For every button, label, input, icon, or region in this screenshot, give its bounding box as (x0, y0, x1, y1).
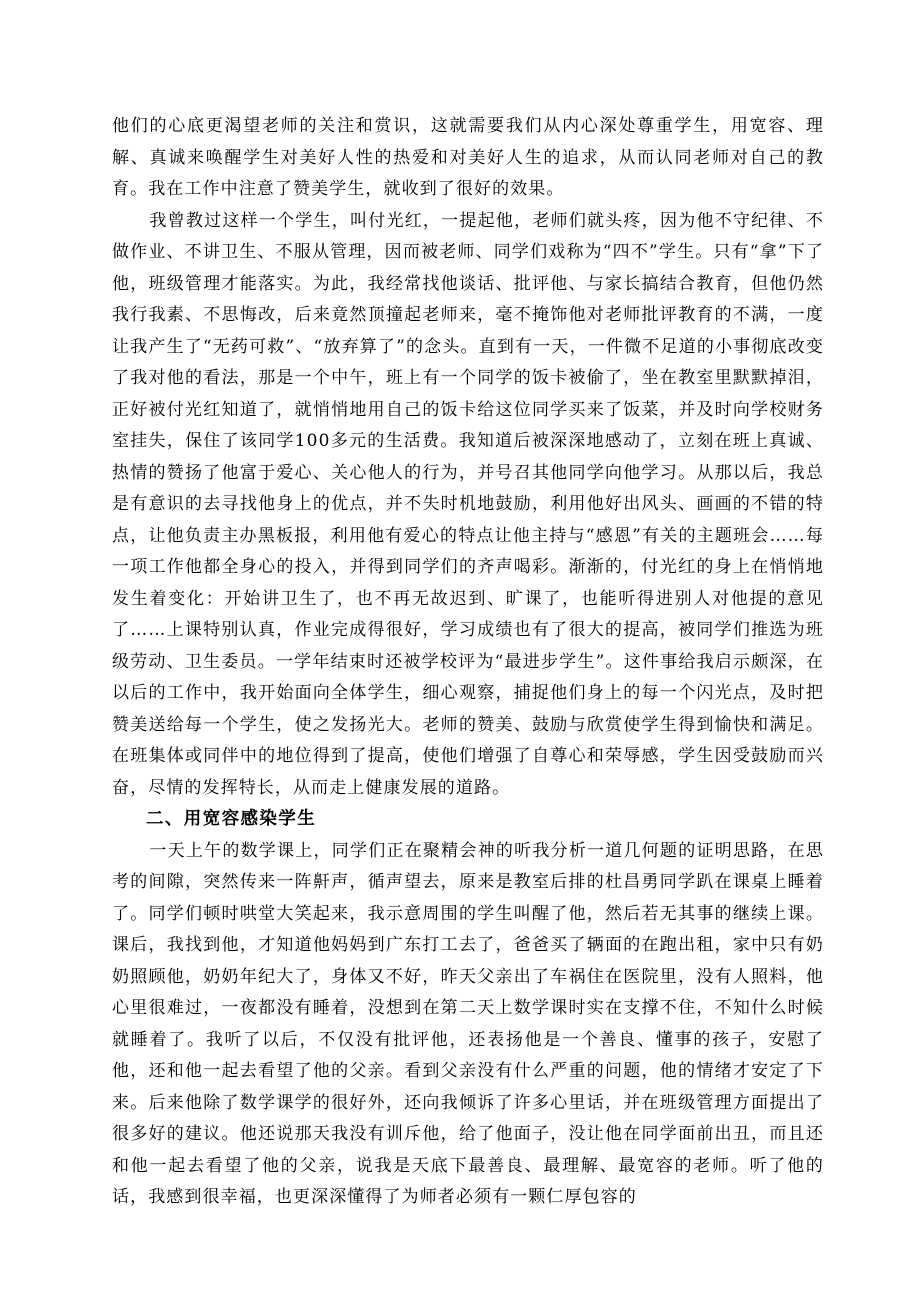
paragraph-math-class: 一天上午的数学课上，同学们正在聚精会神的听我分析一道几何题的证明思路，在思考的间隙，突然传来一阵鼾声，循声望去，原来是教室后排的杜昌勇同学趴在课桌上睡着了。同学们顿时哄堂大笑起来，我示意周围的学生叫醒了他，然后若无其事的继续上课。课后，我找到他，才知道他妈妈到广东打工去了，爸爸买了辆面的在跑出租，家中只有奶奶照顾他，奶奶年纪大了，身体又不好，昨天父亲出了车祸住在医院里，没有人照料，他心里很难过，一夜都没有睡着，没想到在第二天上数学课时实在支撑不住，不知什么时候就睡着了。我听了以后，不仅没有批评他，还表扬他是一个善良、懂事的孩子，安慰了他，还和他一起去看望了他的父亲。看到父亲没有什么严重的问题，他的情绪才安定了下来。后来他除了数学课学的很好外，还向我倾诉了许多心里话，并在班级管理方面提出了很多好的建议。他还说那天我没有训斥他，给了他面子，没让他在同学面前出丑，而且还和他一起去看望了他的父亲，说我是天底下最善良、最理解、最宽容的老师。听了他的话，我感到很幸福，也更深深懂得了为师者必须有一颗仁厚包容的 (112, 840, 824, 1207)
paragraph-continuation: 他们的心底更渴望老师的关注和赏识，这就需要我们从内心深处尊重学生，用宽容、理解、真诚来唤醒学生对美好人性的热爱和对美好人生的追求，从而认同老师对自己的教育。我在工作中注意了赞美学生，就收到了很好的效果。 (112, 116, 824, 199)
paragraph-student-story: 我曾教过这样一个学生，叫付光红，一提起他，老师们就头疼，因为他不守纪律、不做作业、不讲卫生、不服从管理，因而被老师、同学们戏称为“四不”学生。只有“拿”下了他，班级管理才能落实。为此，我经常找他谈话、批评他、与家长搞结合教育，但他仍然我行我素、不思悔改，后来竟然顶撞起老师来，毫不掩饰他对老师批评教育的不满，一度让我产生了“无药可救”、“放弃算了”的念头。直到有一天，一件微不足道的小事彻底改变了我对他的看法，那是一个中午，班上有一个同学的饭卡被偷了，坐在教室里默默掉泪，正好被付光红知道了，就悄悄地用自己的饭卡给这位同学买来了饭菜，并及时向学校财务室挂失，保住了该同学100多元的生活费。我知道后被深深地感动了，立刻在班上真诚、热情的赞扬了他富于爱心、关心他人的行为，并号召其他同学向他学习。从那以后，我总是有意识的去寻找他身上的优点，并不失时机地鼓励，利用他好出风头、画画的不错的特点，让他负责主办黑板报，利用他有爱心的特点让他主持与“感恩”有关的主题班会……每一项工作他都全身心的投入，并得到同学们的齐声喝彩。渐渐的，付光红的身上在悄悄地发生着变化：开始讲卫生了，也不再无故迟到、旷课了，也能听得进别人对他提的意见了……上课特别认真，作业完成得很好，学习成绩也有了很大的提高，被同学们推选为班级劳动、卫生委员。一学年结束时还被学校评为“最进步学生”。这件事给我启示颇深，在以后的工作中，我开始面向全体学生，细心观察，捕捉他们身上的每一个闪光点，及时把赞美送给每一个学生，使之发扬光大。老师的赞美、鼓励与欣赏使学生得到愉快和满足。在班集体或同伴中的地位得到了提高，使他们增强了自尊心和荣辱感，学生因受鼓励而兴奋，尽情的发挥特长，从而走上健康发展的道路。 (112, 210, 824, 798)
document-body (112, 111, 824, 1214)
section-heading: 二、用宽容感染学生 (146, 809, 317, 829)
